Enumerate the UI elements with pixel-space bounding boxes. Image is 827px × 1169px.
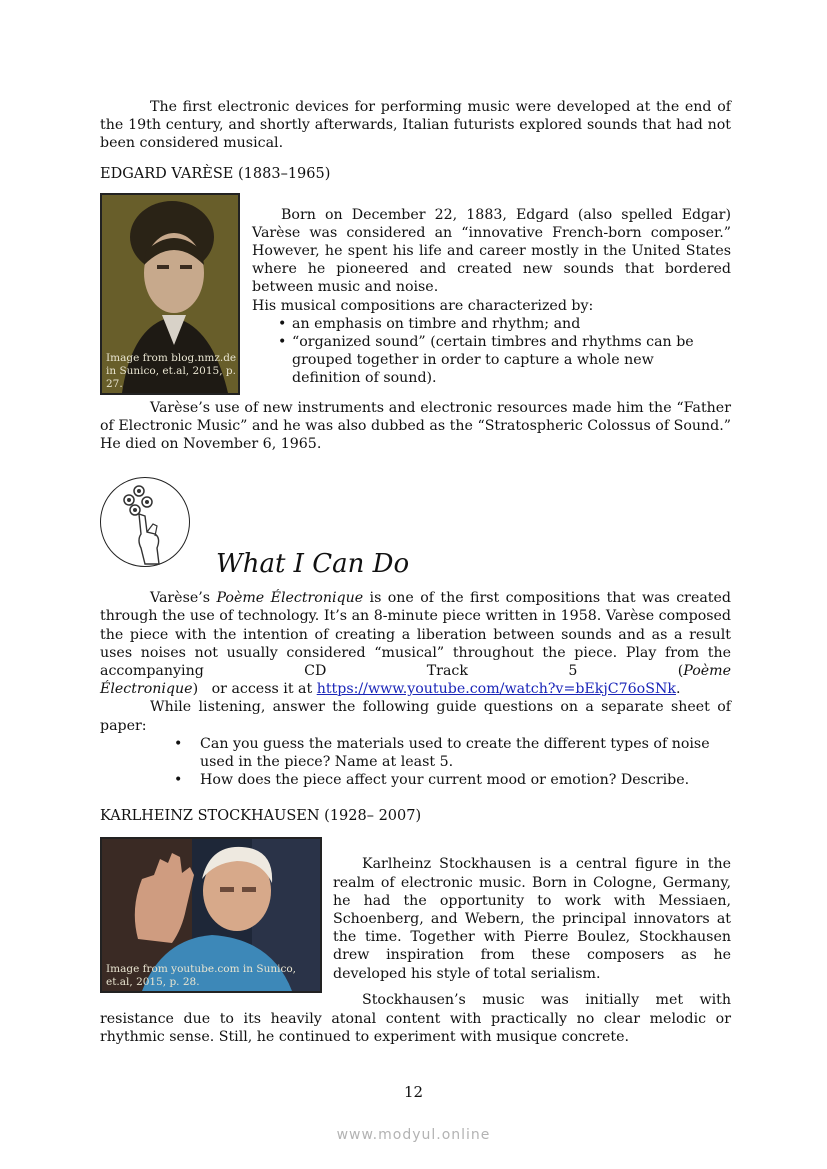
guide-questions — [174, 735, 731, 790]
stockhausen-text — [333, 855, 731, 982]
poeme-paragraph: Varèse’s Poème Électronique is one of the first compositions that was created through the use of technology. It’s an 8-minute piece written in 1958. Varèse composed the piece with the intention of creating a liberation between sounds and as a result uses noises not usually considered “musical” throughout the piece. Play from the accompanying CD Track 5 (Poème Électronique) or access it at https://www.youtube.com/watch?v=bEkjC76oSNk. — [100, 590, 731, 698]
varese-list-intro: His musical compositions are characterized by: — [252, 297, 594, 314]
varese-section — [100, 193, 731, 399]
varese-characteristics-list — [278, 315, 731, 388]
varese-portrait — [100, 193, 240, 395]
varese-photo-caption: Image from blog.nmz.de in Sunico, et.al, 2015, p. 27. — [106, 351, 237, 390]
poeme-title: Poème Électronique — [216, 590, 364, 607]
watermark: www.modyul.online — [336, 1127, 491, 1143]
stockhausen-heading: KARLHEINZ STOCKHAUSEN (1928– 2007) — [100, 808, 422, 825]
varese-closing: Varèse’s use of new instruments and electronic resources made him the “Father of Electronic Music” and he was also dubbed as the “Stratospheric Colossus of Sound.” He died on November 6, 1965. — [100, 399, 731, 453]
page-number: 12 — [403, 1083, 424, 1101]
varese-bio: Born on December 22, 1883, Edgard (also spelled Edgar) Varèse was considered an “innovative French-born composer.” However, he spent his life and career mostly in the United States where he pioneered and created new sounds that bordered between music and noise. — [252, 206, 731, 296]
intro-paragraph: The first electronic devices for performing music were developed at the end of the 19th century, and shortly afterwards, Italian futurists explored sounds that had not been considered musical. — [100, 99, 731, 152]
page-content — [100, 98, 731, 1046]
stockhausen-section — [100, 837, 731, 997]
list-item: • an emphasis on timbre and rhythm; and — [278, 315, 581, 332]
stockhausen-photo — [100, 837, 322, 993]
what-i-can-do-title: What I Can Do — [216, 549, 410, 580]
stockhausen-closing: Stockhausen’s music was initially met with resistance due to its heavily atonal content with practically no clear melodic or rhythmic sense. Still, he continued to experiment with musique concrete. — [100, 992, 731, 1045]
stockhausen-bio: Karlheinz Stockhausen is a central figure in the realm of electronic music. Born in Cologne, Germany, he had the opportunity to work with Messiaen, Schoenberg, and Webern, the principal innovators at the time. Together with Pierre Boulez, Stockhausen drew inspiration from these composers as he developed his style of total serialism. — [333, 856, 731, 982]
track-title: Poème Électronique — [100, 663, 731, 698]
list-item: • How does the piece affect your current mood or emotion? Describe. — [174, 772, 690, 789]
guide-intro: While listening, answer the following guide questions on a separate sheet of paper: — [100, 699, 731, 734]
list-item: • “organized sound” (certain timbres and rhythms can be grouped together in order to capture a whole new definition of sound). — [278, 334, 694, 387]
youtube-link[interactable]: https://www.youtube.com/watch?v=bEkjC76oSNk — [316, 681, 676, 698]
stockhausen-photo-caption: Image from youtube.com in Sunico, et.al, 2015, p. 28. — [106, 963, 296, 989]
what-i-can-do-header — [100, 461, 731, 589]
hand-icon — [100, 477, 190, 567]
varese-text — [252, 206, 731, 388]
list-item: • Can you guess the materials used to create the different types of noise used in the piece? Name at least 5. — [174, 735, 710, 771]
varese-heading: EDGARD VARÈSE (1883–1965) — [100, 165, 331, 182]
